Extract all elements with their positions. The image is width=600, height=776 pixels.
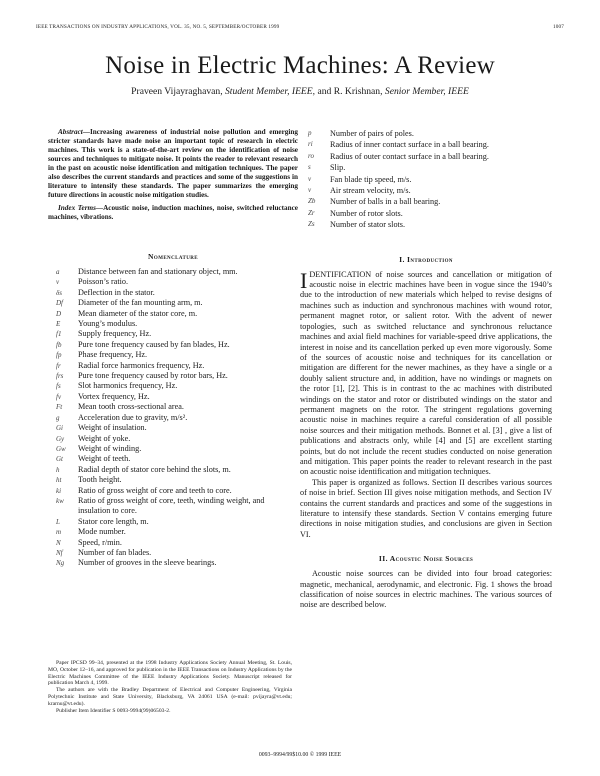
abstract [48,128,298,200]
left-column [48,128,298,569]
nomen-item [48,381,298,391]
nomen-item [48,371,298,381]
author-connector: and [317,86,332,97]
nomen-symbol: ri [308,140,313,149]
nomen-symbol: Zr [308,208,315,217]
nomen-description: Vortex frequency, Hz. [78,391,150,401]
nomen-description: Tooth height. [78,475,122,485]
index-terms [48,204,298,222]
noise-sources-heading: II. Acoustic Noise Sources [378,554,474,564]
copyright-line: 0093–9994/99$10.00 © 1999 IEEE [258,752,342,758]
footnote-identifier: Publisher Item Identifier S 0093-9994(99)06503-2. [56,707,171,714]
nomen-item [48,267,298,277]
author-line [0,86,600,97]
nomen-description: Pure tone frequency caused by rotor bars, Hz. [78,371,228,381]
nomen-description: Pure tone frequency caused by fan blades, Hz. [78,339,230,349]
nomen-item [300,185,552,196]
nomen-description: Number of stator slots. [330,220,406,230]
nomen-item [48,423,298,433]
introduction-text: DENTIFICATION of noise sources and cancellation or mitigation of acoustic noise in electric machines have been in vogue since the 1940’s due to the introduction of new materials which helped to revise designs of machines such as induction and synchronous machines with wound rotor, permanent magnet rotor, or salient rotor. With the advent of newer topologies, such as switched reluctance and synchronous reluctance machines and axial field machines for variable-speed drive applications, the interest in noise and its cancellation perked up even more vigorously. Some of the sources of acoustic noise and techniques for its cancellation or mitigation are different for the newer machines, as they have a single or a doubly salient structure and, in addition, have no windings or magnets on the rotor [1], [2]. This is in contrast to the ac machines with distributed windings on the stator and rotor or distributed windings on the stator and permanent magnets on the rotor. The stringent regulations governing acoustic noise in machines require a careful consideration of all possible noise sources and their mitigation methods. Bonnet et al. [3] , give a list of publications and abstracts only, while [4] and [5] are excellent starting points, but do not include the recent studies conducted on noise generation and mitigation. This paper points the reader to relevant research in the past on acoustic noise identification and mitigation techniques. [300,269,552,477]
nomen-description: Diameter of the fan mounting arm, m. [78,298,203,308]
nomen-description: Acceleration due to gravity, m/s². [78,412,188,422]
nomen-item [48,527,298,537]
page-number: 1007 [553,24,564,30]
nomen-symbol: fv [56,392,62,401]
nomenclature-list-right [300,128,552,231]
nomen-item [48,517,298,527]
nomen-symbol: p [308,129,312,137]
nomenclature-list-left [48,267,298,569]
drop-cap: I [300,267,308,293]
nomen-item [48,486,298,496]
nomen-symbol: g [56,413,60,422]
nomen-symbol: Zs [308,220,315,229]
author-1: Praveen Vijayraghavan, [131,86,223,97]
nomen-description: Number of grooves in the sleeve bearings. [78,558,217,568]
author-1-role: Student Member, IEEE, [225,86,316,97]
footnote-affiliation: The authors are with the Bradley Department of Electrical and Computer Engineering, Virginia Polytechnic Institute and State University, Blacksburg, VA 24061 USA (e-mail: pvijayra@vt.edu; krarnu@vt.edu). [48,687,292,707]
nomen-item [48,413,298,423]
nomen-description: Ratio of gross weight of core, teeth, winding weight, and insulation to core. [78,495,265,516]
nomen-item [48,340,298,350]
nomen-description: Weight of yoke. [78,433,131,443]
nomen-item [48,319,298,329]
nomen-item [48,361,298,371]
nomen-description: Speed, r/min. [78,537,122,547]
nomen-description: Young’s modulus. [78,319,138,329]
nomen-symbol: m [56,528,62,537]
nomen-item [48,548,298,558]
nomen-description: Number of pairs of poles. [330,129,414,138]
abstract-label: Abstract— [58,128,90,136]
nomen-symbol: s [308,163,311,172]
nomen-description: Mean tooth cross-sectional area. [78,402,184,412]
nomen-symbol: fs [56,382,61,391]
nomen-symbol: fp [56,351,62,360]
nomen-item [48,558,298,568]
nomen-item [48,538,298,548]
index-terms-label: Index Terms— [58,204,104,212]
nomen-description: Mean diameter of the stator core, m. [78,308,198,318]
nomen-description: Slip. [330,163,346,173]
nomen-description: Fan blade tip speed, m/s. [330,174,412,184]
nomen-description: Supply frequency, Hz. [78,329,152,339]
nomen-description: Stator core length, m. [78,516,149,526]
nomen-description: Ratio of gross weight of core and teeth to core. [78,485,232,495]
nomen-description: Weight of winding. [78,443,142,453]
nomen-item [300,196,552,207]
nomen-symbol: ν [56,278,60,287]
nomen-item [48,434,298,444]
nomenclature-heading: Nomenclature [148,252,198,261]
nomen-symbol: fb [56,340,62,349]
nomen-symbol: kw [56,496,64,505]
nomen-item [48,465,298,475]
nomen-item [48,298,298,308]
nomen-symbol: frs [56,372,64,381]
nomen-symbol: Gi [56,424,63,433]
nomen-symbol: Df [56,299,63,308]
index-terms-text: Acoustic noise, induction machines, noise, switched reluctance machines, vibrations. [48,204,298,221]
nomen-symbol: L [56,517,60,526]
nomen-symbol: a [56,268,60,276]
nomen-description: Radius of inner contact surface in a ball bearing. [330,140,489,150]
nomen-symbol: ki [56,486,62,495]
nomen-symbol: E [56,320,61,329]
nomen-symbol: D [56,309,62,318]
nomen-item [48,288,298,298]
nomen-item [300,139,552,150]
nomen-symbol: v [308,186,312,195]
noise-sources-paragraph: Acoustic noise sources can be divided into four broad categories: magnetic, mechanical, aerodynamic, and electronic. Fig. 1 shows the broad classification of noise sources in electric machines. The various sources of noise are described below. [300,569,552,610]
nomen-description: Deflection in the stator. [78,287,155,297]
nomen-item [300,128,552,139]
paper-title: Noise in Electric Machines: A Review [105,52,495,79]
nomen-item [48,454,298,464]
running-head [36,24,564,30]
nomen-symbol: f1 [56,330,62,339]
nomen-item [300,174,552,185]
nomen-description: Poisson’s ratio. [78,277,129,287]
nomen-symbol: v [308,174,312,183]
nomen-item [48,444,298,454]
nomen-description: Number of balls in a ball bearing. [330,197,441,207]
nomen-symbol: Ft [56,403,63,412]
nomen-item [300,208,552,219]
nomen-description: Air stream velocity, m/s. [330,186,411,196]
nomen-symbol: Gt [56,455,63,464]
nomen-description: Slot harmonics frequency, Hz. [78,381,178,391]
nomen-item [48,392,298,402]
nomen-item [48,475,298,485]
nomen-symbol: ro [308,151,314,160]
nomen-description: Number of fan blades. [78,547,152,557]
nomen-symbol: Gy [56,434,65,443]
nomen-symbol: Ng [56,559,65,568]
abstract-text: Increasing awareness of industrial noise pollution and emerging stricter standards have made noise an important topic of research in electric machines. This work is a state-of-the-art review on the identification of noise sources and techniques to mitigate noise. It points the reader to relevant research in the past on acoustic noise identification and mitigation techniques. The paper also describes the current standards and practices and some of the suggestions in literature to intensify these standards. The paper summarizes the emerging future directions in acoustic noise mitigation studies. [48,128,298,199]
nomen-description: Weight of teeth. [78,454,131,464]
nomen-item [300,219,552,230]
nomen-symbol: N [56,538,61,547]
nomen-symbol: fr [56,361,61,370]
nomen-symbol: Nf [56,548,63,557]
nomen-symbol: h [56,465,60,474]
nomen-symbol: δs [56,288,62,297]
nomen-item [300,151,552,162]
nomen-description: Mode number. [78,527,126,537]
nomen-description: Phase frequency, Hz. [78,350,148,360]
nomen-symbol: Zb [308,197,316,206]
right-column [300,128,552,611]
footnote-paper-info: Paper IPCSD 99–34, presented at the 1998 Industry Applications Society Annual Meeting, St. Louis, MO, October 12–16, and approved for publication in the IEEE Transactions on Industry Applications by the Electric Machines Committee of the IEEE Industry Applications Society. Manuscript released for publication March 4, 1999. [48,660,292,687]
nomen-symbol: Gw [56,444,66,453]
nomen-item [48,496,298,517]
nomen-symbol: ht [56,476,62,485]
nomen-item [48,402,298,412]
organization-paragraph: This paper is organized as follows. Section II describes various sources of noise in brief. Section III gives noise mitigation methods, and Section IV contains the current standards and practices and some of the suggestions in literature to intensify these standards. Section V contains emerging future directions in noise mitigation studies, and conclusions are given in Section VI. [300,477,552,539]
nomen-item [48,350,298,360]
footnote [48,660,292,714]
nomen-description: Radius of outer contact surface in a ball bearing. [330,151,489,161]
nomen-item [48,309,298,319]
introduction-heading: I. Introduction [399,254,453,264]
nomen-item [48,277,298,287]
nomen-description: Radial force harmonics frequency, Hz. [78,360,205,370]
journal-header: IEEE TRANSACTIONS ON INDUSTRY APPLICATIONS, VOL. 35, NO. 5, SEPTEMBER/OCTOBER 1999 [36,24,280,30]
introduction-paragraph [300,267,552,478]
nomen-item [48,329,298,339]
author-2-role: Senior Member, IEEE [384,86,469,97]
nomen-description: Distance between fan and stationary object, mm. [78,267,238,276]
nomen-item [300,162,552,173]
nomen-description: Number of rotor slots. [330,208,403,218]
author-2: R. Krishnan, [333,86,383,97]
nomen-description: Radial depth of stator core behind the slots, m. [78,464,231,474]
nomen-description: Weight of insulation. [78,423,147,433]
